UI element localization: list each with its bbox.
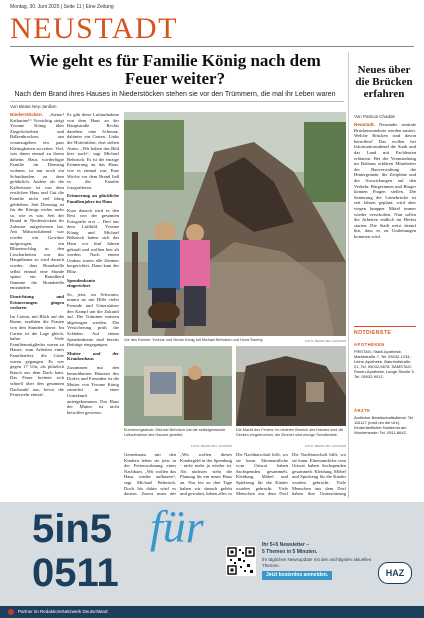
article-headline: Wie geht es für Familie König nach dem Feuer weiter? [29,51,321,88]
article-body-text: „Wir wollen dieses Kindergeld in der Spendung - nicht mehr ja wieder ist. Als nächstes steht die Planung für ein neues Haus an. Nur bis zu drei Tage haben wir danach gelebt und gewohnt, haben alles so [180,452,232,497]
ad-headline-fuer: für [150,501,204,552]
notdienst-rule [354,326,416,327]
article-column-6: Die Nachbarschaft hilft, wo sie kann. Ehrenamtliche vom Ortsrat haben Sachspenden gesammelt. Kleidung, Möbel und Spielzeug für die Kinder wurden gebracht. Viele Menschen aus dem Dorf haben ihre Unterstützung [292,452,346,497]
aerial-photo-image [124,346,232,426]
aerial-photo-caption: Erinnerungsstück: Michael Behnisch hat die selbstgemachte Luftaufnahme des Hauses gerettet. [124,428,226,437]
aerial-photo-credit: FOTO: BEATE NEY-JANSSEN [190,444,232,448]
article-body-text: „Steine! Katharine!“ Vorsichtig steigt Yvonne König über Ziegelscherben und Balkenbrocken, um voranzugehen ein paar Kleinigkeiten zu retten. Viel, was ihnen einmal zu ihrem daheim Haus wiederfügte Familie im Dienstag wohnen, ist nur noch ein Schutthaufen zu dem gefährlich. Andere als die Kaffeetasse ist von dem restlichen Haus und Gut die Familie nicht viel übrig geblieben. Seit Dienstag ist für die Königs nichts mehr so, wie es war. Seit der Brand in Niederstöcken ihr Zuhause aufgefressen hat. Am Mittwochabend war wieder ein Gewitter aufgezogen, ein Blitzeinschlag in den Löscharbeiten war das Hauptthema so wird danach wieder, dass Brandstelle selbst einmal eine Stunde später ein Brandherd flammte die Brandstelle entzündete. [10,112,64,291]
aerzte-heading: ÄRZTE [354,408,371,413]
article-body-text: Zusammen mit den benachbarten Häusern des Dorfes und Freunden ist die Mutter von Yvonne König zunächst in einer Unterkunft untergekommen. Das Haus der Mutter ist nicht betroffen gewesen. [67,364,119,415]
article-column-1 [10,112,64,498]
ad-footer-bar [0,606,424,618]
page-topline: Montag, 30. Juni 2025 | Seite 11 | Eine Zeitung [10,4,114,10]
ad-headline-5in5: 5in5 [32,507,113,551]
article-dateline: Niederstöcken. [10,112,43,117]
sidebar-divider [348,52,349,498]
article-body-text: Kurz danach wird es den Rest von der gesamten Fotografie erst ... Drei aus dem Luftbild. Yvonne König und Michael Behnisch haben sich das Haus vor fünf Jahren gekauft und wollten hier alt werden. Nach einem Umbau waren alle Zimmer hergerichtet. Dann kam der Blitz. [67,207,119,275]
subline-rule [10,101,344,102]
article-body-text: Es gibt diese Luftaufnahme von dem Haus an der Hauptstraße. Rechts daneben eine Scheune, dahinter ein Garten. Links die Hofeinfahrt, dort stehen Autos. „Wir haben das Bild hier noch“, sagt Michael Behnisch. Es ist die einzige Erinnerung an das Haus, wie es einmal war. Eine Woche vor dem Brand ließ es die Familie fotografieren. [67,112,119,190]
article-byline: Von Beate Ney-Janßen [10,104,57,109]
apotheken-heading: APOTHEKEN [354,342,385,347]
article-column-3: Gemeinsam mit den Kindern leben sie jetzt in der Ferienwohnung eines Nachbarn. „Wir wollen das Haus wieder aufbauen“, sagt Michael Behnisch. Doch bis dahin wird es dauern. Zuerst muss der [124,452,176,497]
article-subheading: Einrichtung und Erinnerungen gingen verloren [10,294,64,311]
aerzte-info: Ärztlicher Bereitschaftsdienst: Tel. 116117 (rund um die Uhr). Kinderärztlicher Notdienst am Wochenende: Tel. 0511-8642. [354,415,414,435]
ad-title: Ihr 5+5 Newsletter – [262,542,310,548]
ad-signup-button[interactable]: Jetzt kostenlos anmelden. [262,571,332,580]
sidebar-byline: Von Patricia Chadde [354,114,396,119]
main-photo-credit: FOTO: BEATE NEY-JANSSEN [304,339,346,343]
aerial-photo [124,346,232,426]
ruin-photo-caption: Die Macht des Feuers: Im hinteren Bereich des Hauses sind die Decken eingebrochen, die Zimmer sind einzige Schuttwüste. [236,428,344,437]
ad-subtitle: 5 Themen in 5 Minuten. [262,548,318,555]
ad-description: Ihr tägliches Newsupdate mit den wichtigsten aktuellen Themen. [262,557,372,568]
article-subheading: Erinnerung an glückliche Familienjahre im Haus [67,193,119,204]
article-subheading: Mutter und der Krankenhaus [67,350,119,362]
ruin-photo-credit: FOTO: BEATE NEY-JANSSEN [304,444,346,448]
main-photo-caption: Vor den Ruinen: Yvonne und Nicole König mit Michael Behnisch und Hund Sweety. [124,338,264,342]
haz-logo: HAZ [378,562,412,584]
newsletter-advertisement[interactable] [0,502,424,618]
ad-text-block [262,542,372,580]
ad-footer-text: Partner im RedaktionsNetzwerk Deutschland [18,609,108,614]
qr-code-icon[interactable] [226,546,256,576]
notdienst-heading: NOTDIENSTE [354,330,392,336]
sidebar-body-text: Neustadts zentrale Brückenstandorte werden saniert. Welche Brücken sind davon betroffen? Das wollen bei Informationsabend die Stadt und das Land mit Fachleuten erläutern. Bei der Veranstaltung im Rathaus erklären Mitarbeiter der Bauverwaltung die Hintergründe, die Zeitpläne und die Auswirkungen auf den Verkehr. Bürgerinnen und Bürger können Fragen stellen. Die Sanierung der Leinebrücke ist seit Jahren geplant, wird aber wegen knapper Mittel immer wieder verschoben. Nun sollen die Arbeiten endlich im Herbst starten. Die Stadt weist darauf hin, dass es zu Umleitungen kommen wird. [354,122,416,239]
sidebar-dateline: Neustadt. [354,122,375,127]
main-photo-image [124,112,346,336]
article-subline: Nach dem Brand ihres Hauses in Niederstöcken stehen sie vor den Trümmern, die mal ihr Leben waren [14,91,336,98]
article-subheading: Spendenkonto eingerichtet [67,277,96,289]
main-photo [124,112,346,336]
apotheken-info: FREITAG: Stadt-Apotheke, Marktstraße 7, Tel. 05032-1234; Leine-Apotheke, Bahnhofstraße 21, Tel. 05032-5678. SAMSTAG: Rosen-Apotheke, Lange Straße 3, Tel. 05032-9012. [354,349,415,379]
ad-headline-0511: 0511 [32,551,119,595]
article-body-text: So, jetzt, im Schwarm, nimmt sie mit Hilfe vieler Freunde und Unterstützer den Kampf um die Zukunft auf. Die Trümmer müssen abgetragen werden. Die Versicherung prüft die Schäden. Auf einem Spendenkonto sind bereits Beiträge eingegangen. [67,291,119,348]
article-body-text: Im Carten, mit Blick auf die Ruine, erzählen die Frauen von den Stunden davor. Im Carten ist die Lage gleich, bahre. Viele Familienmitglieder waren zu Hause, zum Arbeiten eines Familienfest, die Gäste waren gegangen. Es war gegen 17 Uhr, als plötzlich Rauch aus dem Dach kam. Das Feuer breitete sich schnell über den gesamten Dachstuhl aus, bevor die Feuerwehr eintraf. [10,313,64,398]
sidebar-article-text [354,122,416,322]
article-column-5: Die Nachbarschaft hilft, wo sie kann. Ehrenamtliche vom Ortsrat haben Sachspenden gesammelt. Kleidung, Möbel und Spielzeug für die Kinder wurden gebracht. Viele Menschen aus dem Dorf [236,452,288,497]
ruin-detail-photo-image [236,346,346,426]
article-column-2 [67,112,119,498]
rnd-logo-icon [8,609,14,615]
section-rule [10,46,414,47]
section-title: NEUSTADT [10,12,178,45]
article-column-4 [180,452,232,498]
sidebar-headline: Neues über die Brücken erfahren [355,64,413,100]
ruin-detail-photo [236,346,346,426]
